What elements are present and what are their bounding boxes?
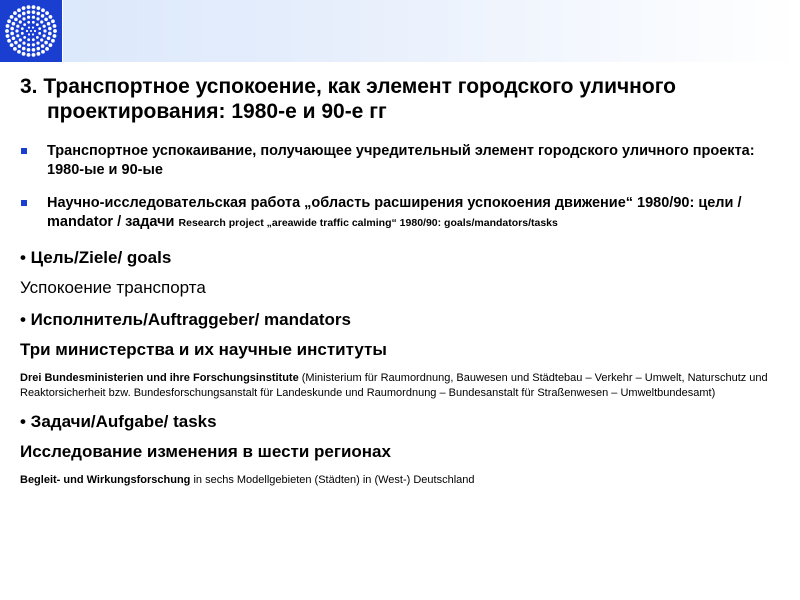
logo-dot bbox=[32, 33, 34, 35]
logo-dot bbox=[48, 32, 52, 36]
mandators-detail-rest: (Ministerium für Raumordnung, Bauwesen und Städtebau – Verkehr – Umwelt, Naturschutz und Reaktorsicherheit bzw. Bundesforschungsanstalt für Landeskunde und Raumordnung – Bundesanstalt für Straßenwesen – Umweltbundesamt) bbox=[20, 372, 768, 399]
logo-dot bbox=[44, 41, 48, 45]
logo-dot bbox=[27, 5, 31, 9]
logo-dot bbox=[48, 27, 52, 31]
logo-dot bbox=[23, 36, 26, 39]
tasks-heading: • Задачи/Aufgabe/ tasks bbox=[20, 412, 217, 431]
logo-dot bbox=[27, 48, 31, 52]
logo-dot bbox=[37, 6, 41, 10]
square-bullet-icon bbox=[21, 200, 27, 206]
logo-dot bbox=[36, 12, 40, 16]
logo-dot bbox=[51, 39, 55, 43]
logo-dot bbox=[36, 17, 39, 20]
logo-dot bbox=[53, 29, 57, 33]
logo-dot bbox=[32, 16, 35, 19]
logo-dot bbox=[28, 33, 30, 35]
logo-dot bbox=[36, 23, 39, 26]
logo-dot bbox=[53, 24, 57, 28]
logo-dot bbox=[10, 43, 14, 47]
logo-dot bbox=[12, 36, 16, 40]
logo-dot bbox=[19, 20, 22, 23]
logo-dot bbox=[22, 42, 25, 45]
logo-dot bbox=[14, 18, 18, 22]
logo-dot bbox=[34, 30, 36, 32]
logo-dot bbox=[18, 14, 22, 18]
logo-dot bbox=[32, 10, 36, 14]
logo-dot bbox=[27, 43, 30, 46]
logo-dot bbox=[32, 48, 36, 52]
mandators-detail-bold: Drei Bundesministerien und ihre Forschungsinstitute bbox=[20, 372, 299, 384]
bullet-item bbox=[20, 142, 780, 180]
header-divider bbox=[62, 0, 63, 62]
header-band bbox=[0, 0, 800, 62]
logo-dot bbox=[21, 32, 24, 35]
logo-dot bbox=[21, 27, 24, 30]
logo-dot bbox=[17, 50, 21, 54]
logo-dot bbox=[19, 38, 22, 41]
logo-dot bbox=[40, 20, 43, 23]
logo-dot bbox=[16, 25, 19, 28]
mandators-heading: • Исполнитель/Auftraggeber/ mandators bbox=[20, 310, 351, 329]
bullet-text: Транспортное успокаивание, получающее учредительный элемент городского уличного проекта: 1980-ые и 90-ые bbox=[47, 143, 755, 178]
square-bullet-icon bbox=[21, 148, 27, 154]
logo-dot bbox=[7, 39, 11, 43]
logo-dot bbox=[43, 25, 46, 28]
logo-dot bbox=[17, 8, 21, 12]
logo-dot bbox=[26, 30, 28, 32]
logo-dot bbox=[38, 27, 41, 30]
tasks-text: Исследование изменения в шести регионах bbox=[20, 442, 391, 461]
star-circle-logo bbox=[0, 0, 62, 62]
logo-dot bbox=[41, 14, 45, 18]
logo-dot bbox=[27, 53, 31, 57]
logo-dot bbox=[41, 8, 45, 12]
logo-dot bbox=[6, 24, 10, 28]
logo-dot bbox=[38, 32, 41, 35]
logo-dot bbox=[32, 53, 36, 57]
logo-dot bbox=[43, 34, 46, 37]
logo-dot bbox=[36, 47, 40, 51]
logo-dot bbox=[22, 52, 26, 56]
logo-dot bbox=[45, 11, 49, 15]
logo-dot bbox=[12, 22, 16, 26]
star-circle-icon bbox=[0, 0, 62, 62]
mandators-detail bbox=[20, 371, 780, 401]
logo-dot bbox=[49, 15, 53, 19]
logo-dot bbox=[47, 36, 51, 40]
mandators-text: Три министерства и их научные институты bbox=[20, 340, 387, 359]
logo-dot bbox=[22, 6, 26, 10]
logo-dot bbox=[27, 10, 31, 14]
bullet-text: Научно-исследовательская работа „область расширения успокоения движение“ 1980/90: цели / mandator / задачи bbox=[47, 195, 742, 230]
logo-dot bbox=[13, 47, 17, 51]
logo-dot bbox=[49, 43, 53, 47]
logo-dot bbox=[10, 15, 14, 19]
logo-dot bbox=[16, 34, 19, 37]
logo-dot bbox=[40, 38, 43, 41]
slide-content bbox=[20, 74, 780, 494]
logo-dot bbox=[41, 44, 45, 48]
logo-dot bbox=[51, 19, 55, 23]
logo-dot bbox=[28, 26, 30, 28]
logo-dot bbox=[32, 38, 35, 41]
logo-dot bbox=[32, 5, 36, 9]
logo-dot bbox=[43, 29, 46, 32]
logo-dot bbox=[36, 36, 39, 39]
logo-dot bbox=[7, 19, 11, 23]
logo-dot bbox=[44, 18, 48, 22]
logo-dot bbox=[13, 11, 17, 15]
logo-dot bbox=[27, 16, 30, 19]
logo-dot bbox=[37, 52, 41, 56]
logo-dot bbox=[10, 27, 14, 31]
logo-dot bbox=[23, 23, 26, 26]
logo-dot bbox=[5, 29, 9, 33]
logo-dot bbox=[45, 47, 49, 51]
logo-dot bbox=[18, 44, 22, 48]
goals-heading: • Цель/Ziele/ goals bbox=[20, 248, 172, 267]
logo-dot bbox=[53, 34, 57, 38]
logo-dot bbox=[41, 50, 45, 54]
logo-dot bbox=[22, 17, 25, 20]
tasks-detail bbox=[20, 473, 780, 488]
logo-dot bbox=[15, 29, 18, 32]
slide-title: 3. Транспортное успокоение, как элемент городского уличного проектирования: 1980-е и 90-е гг bbox=[20, 75, 676, 123]
logo-dot bbox=[36, 42, 39, 45]
goals-text: Успокоение транспорта bbox=[20, 278, 206, 297]
tasks-detail-rest: in sechs Modellgebieten (Städten) in (West-) Deutschland bbox=[190, 474, 475, 486]
logo-dot bbox=[22, 12, 26, 16]
logo-dot bbox=[47, 22, 51, 26]
logo-dot bbox=[22, 47, 26, 51]
logo-dot bbox=[27, 21, 30, 24]
logo-dot bbox=[32, 43, 35, 46]
logo-dot bbox=[30, 30, 32, 32]
logo-dot bbox=[32, 21, 35, 24]
logo-dot bbox=[32, 26, 34, 28]
logo-dot bbox=[6, 34, 10, 38]
bullet-english-note: Research project „areawide traffic calming“ 1980/90: goals/mandators/tasks bbox=[178, 217, 558, 229]
logo-dot bbox=[10, 32, 14, 36]
logo-dot bbox=[14, 41, 18, 45]
bullet-item bbox=[20, 194, 780, 233]
logo-dot bbox=[27, 38, 30, 41]
tasks-detail-bold: Begleit- und Wirkungsforschung bbox=[20, 474, 191, 486]
